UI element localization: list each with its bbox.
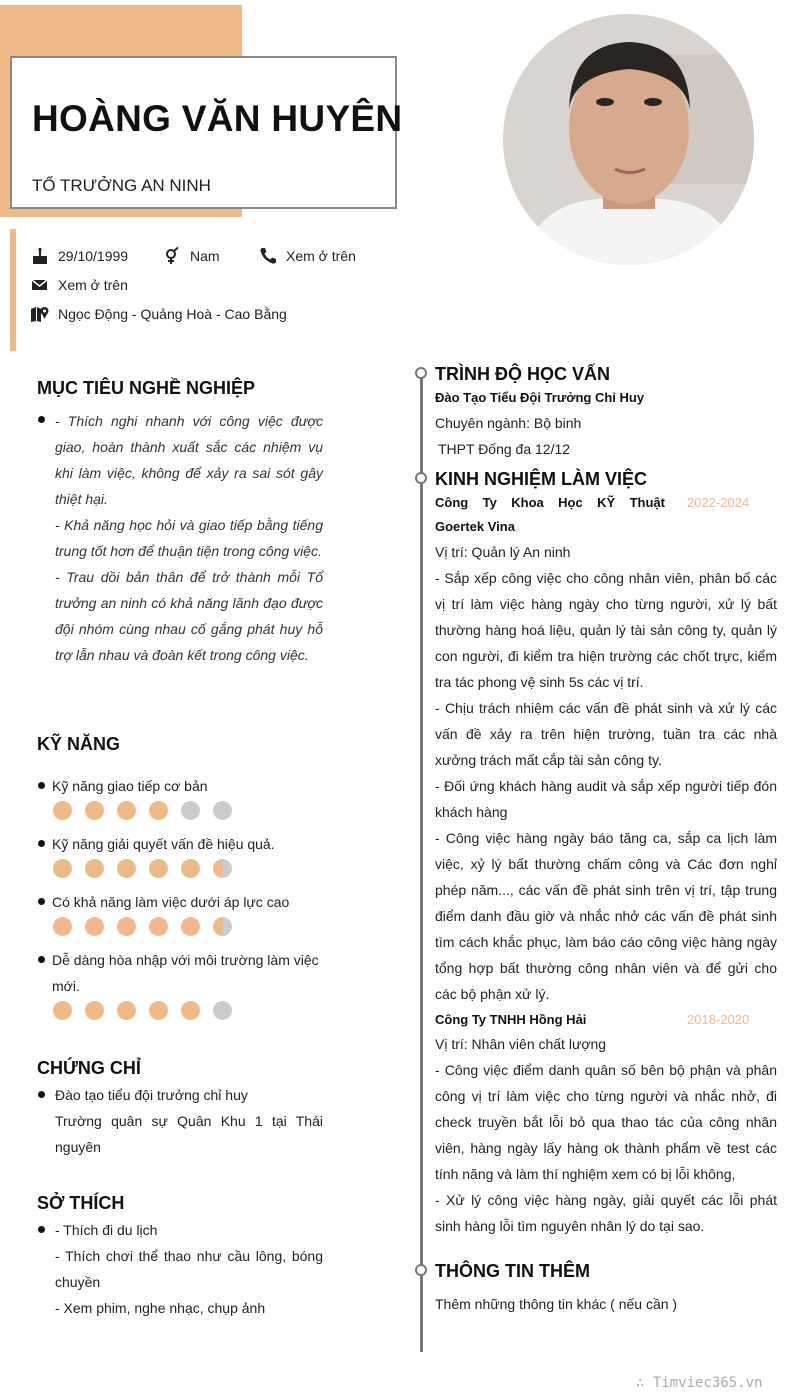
job-description-paragraph: - Đối ứng khách hàng audit và sắp xếp người tiếp đón khách hàng xyxy=(435,778,777,820)
rating-dot xyxy=(53,859,72,878)
hobby-item: - Thích đi du lịch xyxy=(55,1222,158,1238)
job-period: 2022-2024 xyxy=(687,495,750,510)
objective-paragraph: - Khả năng học hỏi và giao tiếp bằng tiếng trung tốt hơn để thuận tiện trong công việc. xyxy=(55,517,323,559)
hobby-item: - Xem phim, nghe nhạc, chụp ảnh xyxy=(55,1300,266,1316)
education-major: Chuyên ngành: Bộ binh xyxy=(435,415,582,431)
education-note: THPT Đống đa 12/12 xyxy=(438,441,571,457)
phone-icon xyxy=(258,247,278,265)
job-company-line: Công Ty Khoa Học KỸ Thuật xyxy=(435,495,665,510)
job-description-paragraph: - Chịu trách nhiệm các vấn đề phát sinh và xử lý các vấn đề xảy ra trên hiện trường, tuần tra các nhà xưởng trách mất cắp tài sản công ty. xyxy=(435,700,777,768)
rating-dot xyxy=(85,1001,104,1020)
rating-dot xyxy=(213,859,232,878)
bullet-icon xyxy=(38,1226,45,1233)
job-company xyxy=(435,495,665,510)
skills-title: KỸ NĂNG xyxy=(37,734,121,754)
bullet-icon xyxy=(38,898,45,905)
extra-title: THÔNG TIN THÊM xyxy=(435,1261,590,1281)
contact-phone xyxy=(258,247,356,265)
rating-dot xyxy=(181,917,200,936)
cake-icon xyxy=(30,247,50,265)
hobbies-list xyxy=(55,1217,323,1321)
job-description-paragraph: - Công việc hàng ngày báo tăng ca, sắp ca lịch làm việc, xỷ lý bất thường chấm công và Các đơn nghỉ phép năm..., các vấn đề phát sinh trên vị trí, tập trung điểm danh đầu giờ và nhắc nhở các vấn đề phát sinh tìm cách khắc phục, làm báo cáo công việc hàng ngày tổng hợp bất thường công nhân viên và để gửi cho các bộ phận xử lý. xyxy=(435,830,777,1002)
contact-birthday xyxy=(30,247,128,265)
phone-value: Xem ở trên xyxy=(286,248,356,264)
job-company: Công Ty TNHH Hồng Hải xyxy=(435,1012,587,1027)
job-description-paragraph: - Công việc điểm danh quân số bên bộ phận và phân công vị trí làm việc cho từng người và nhắc nhở, đi check truyền bắt lỗi bỏ qua thao tác của công nhân viên, hàng ngày lấy hàng ok thành phẩm về test các tính năng và làm thí nghiệm xem có bị lỗi không, xyxy=(435,1062,777,1182)
extra-text: Thêm những thông tin khác ( nếu cần ) xyxy=(435,1296,678,1312)
education-school: Đào Tạo Tiểu Đội Trưởng Chỉ Huy xyxy=(435,390,645,405)
hobbies-title: SỞ THÍCH xyxy=(37,1193,125,1213)
gender-value: Nam xyxy=(190,248,220,264)
rating-dot xyxy=(213,801,232,820)
skill-label: Kỹ năng giao tiếp cơ bản xyxy=(52,778,208,794)
rating-dot xyxy=(181,859,200,878)
rating-dot xyxy=(117,859,136,878)
objective-title: MỤC TIÊU NGHỀ NGHIỆP xyxy=(37,378,256,398)
rating-dot xyxy=(149,917,168,936)
job-description-paragraph: - Xử lý công việc hàng ngày, giải quyết các lỗi phát sinh hàng lỗi tìm nguyên nhân lý do tại sao. xyxy=(435,1192,777,1234)
rating-dot xyxy=(117,801,136,820)
timeline-node-icon xyxy=(415,1264,427,1276)
hobby-item: chuyền xyxy=(55,1274,101,1290)
job-description xyxy=(435,1057,777,1239)
rating-dot xyxy=(85,917,104,936)
rating-dot xyxy=(213,917,232,936)
skill-rating xyxy=(53,917,232,936)
rating-dot xyxy=(85,801,104,820)
experience-title: KINH NGHIỆM LÀM VIỆC xyxy=(435,469,648,489)
rating-dot xyxy=(53,801,72,820)
watermark: ∴ Timviec365.vn xyxy=(636,1375,763,1391)
bullet-icon xyxy=(38,782,45,789)
contact-gender xyxy=(162,247,220,265)
hobby-item: - Thích chơi thể thao như cầu lông, bóng xyxy=(55,1248,323,1264)
certificate-name: Đào tạo tiểu đội trưởng chỉ huy xyxy=(55,1087,248,1103)
rating-dot xyxy=(213,1001,232,1020)
timeline-node-icon xyxy=(415,367,427,379)
job-role: Vị trí: Nhân viên chất lượng xyxy=(435,1036,607,1052)
address-value: Ngọc Động - Quảng Hoà - Cao Bằng xyxy=(58,306,287,322)
map-pin-icon xyxy=(30,305,50,323)
objective-text xyxy=(55,408,323,668)
timeline-line xyxy=(420,376,423,1352)
bullet-icon xyxy=(38,956,45,963)
rating-dot xyxy=(117,1001,136,1020)
skill-rating xyxy=(53,859,232,878)
objective-paragraph: - Trau dồi bản thân để trở thành mỗi Tổ trưởng an ninh có khả năng lãnh đạo được đội nhóm cùng nhau cố gắng phát huy hỗ trợ lẫn nhau và đoàn kết trong công việc. xyxy=(55,569,323,663)
objective-paragraph: - Thích nghi nhanh với công việc được giao, hoàn thành xuất sắc các nhiệm vụ khi làm việc, không để xảy ra sai sót gây thiệt hại. xyxy=(55,413,323,507)
skill-label: Kỹ năng giải quyết vấn đề hiệu quả. xyxy=(52,836,275,852)
timeline-node-icon xyxy=(415,472,427,484)
name-card xyxy=(10,56,403,209)
bullet-icon xyxy=(38,1091,45,1098)
job-company-line: Goertek Vina xyxy=(435,519,515,534)
contact-address xyxy=(30,305,287,323)
skill-label: Có khả năng làm việc dưới áp lực cao xyxy=(52,894,290,910)
gender-icon xyxy=(162,247,182,265)
certificate-issuer-line: Trường quân sự Quân Khu 1 tại Thái xyxy=(55,1113,323,1129)
rating-dot xyxy=(117,917,136,936)
skill-rating xyxy=(53,801,232,820)
profile-photo xyxy=(503,14,754,265)
candidate-name: HOÀNG VĂN HUYÊN xyxy=(32,98,403,139)
contact-accent-bar xyxy=(10,229,16,351)
skill-label: Dễ dàng hòa nhập với môi trường làm việc mới. xyxy=(52,952,319,994)
job-description-paragraph: - Sắp xếp công việc cho công nhân viên, phân bố các vị trí làm việc hàng ngày cho từng người, xử lý bất thường hàng hoá liệu, quản lý tài sản công ty, quản lý con người, đi kiểm tra hiện trường các chốt trực, kiểm tra tác phong vệ sinh 5s các vị trí. xyxy=(435,570,777,690)
education-title: TRÌNH ĐỘ HỌC VẤN xyxy=(435,364,610,384)
contact-email xyxy=(30,276,128,294)
certificate-issuer xyxy=(55,1108,323,1160)
certificate-issuer-line: nguyên xyxy=(55,1139,101,1155)
email-value: Xem ở trên xyxy=(58,277,128,293)
rating-dot xyxy=(149,1001,168,1020)
candidate-position: TỔ TRƯỞNG AN NINH xyxy=(32,176,211,195)
rating-dot xyxy=(149,859,168,878)
job-role: Vị trí: Quản lý An ninh xyxy=(435,544,571,560)
rating-dot xyxy=(53,917,72,936)
job-period: 2018-2020 xyxy=(687,1012,750,1027)
rating-dot xyxy=(149,801,168,820)
envelope-icon xyxy=(30,276,50,294)
rating-dot xyxy=(85,859,104,878)
rating-dot xyxy=(53,1001,72,1020)
skill-rating xyxy=(53,1001,232,1020)
birthday-value: 29/10/1999 xyxy=(58,248,129,264)
rating-dot xyxy=(181,801,200,820)
certificates-title: CHỨNG CHỈ xyxy=(37,1058,141,1078)
bullet-icon xyxy=(38,840,45,847)
job-description xyxy=(435,565,777,1007)
rating-dot xyxy=(181,1001,200,1020)
bullet-icon xyxy=(38,416,45,423)
